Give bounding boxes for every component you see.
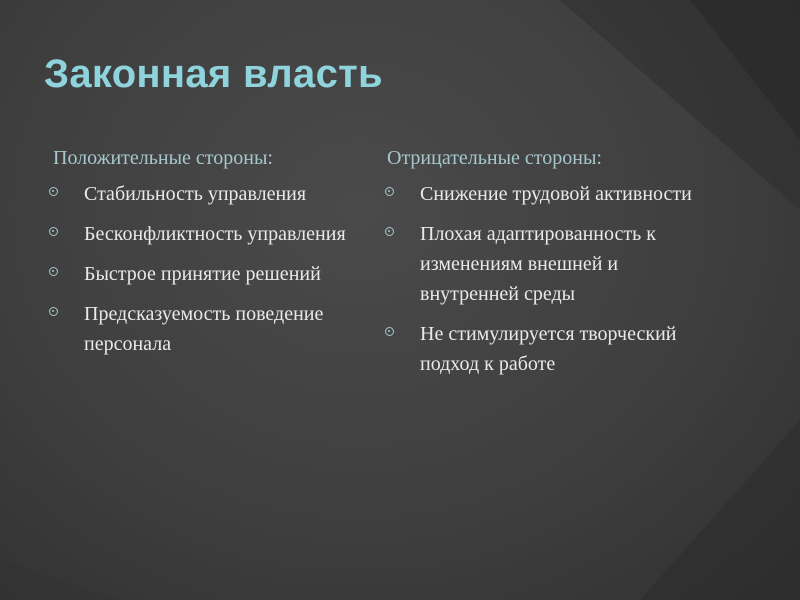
list-item <box>44 259 364 289</box>
circle-bullet-icon <box>385 187 394 196</box>
list-item <box>380 319 700 379</box>
list-item <box>44 299 364 359</box>
circle-bullet-icon <box>385 327 394 336</box>
list-item-text: Плохая адаптированность к изменениям внешней и внутренней среды <box>420 223 656 305</box>
negative-heading: Отрицательные стороны: <box>387 147 602 169</box>
list-item <box>44 219 364 249</box>
list-item-text: Быстрое принятие решений <box>84 263 321 285</box>
list-item <box>380 179 700 209</box>
list-item <box>44 179 364 209</box>
slide-title: Законная власть <box>44 52 383 96</box>
list-item-text: Не стимулируется творческий подход к работе <box>420 323 677 375</box>
list-item-text: Бесконфликтность управления <box>84 223 346 245</box>
list-item-text: Снижение трудовой активности <box>420 183 692 205</box>
negative-column <box>380 146 700 389</box>
list-item-text: Стабильность управления <box>84 183 307 205</box>
positive-heading: Положительные стороны: <box>53 147 273 169</box>
positive-column <box>44 146 364 369</box>
list-item-text: Предсказуемость поведение персонала <box>84 303 324 355</box>
circle-bullet-icon <box>49 187 58 196</box>
circle-bullet-icon <box>49 267 58 276</box>
positive-list <box>44 179 364 359</box>
circle-bullet-icon <box>49 307 58 316</box>
negative-list <box>380 179 700 379</box>
list-item <box>380 219 700 309</box>
circle-bullet-icon <box>385 227 394 236</box>
circle-bullet-icon <box>49 227 58 236</box>
